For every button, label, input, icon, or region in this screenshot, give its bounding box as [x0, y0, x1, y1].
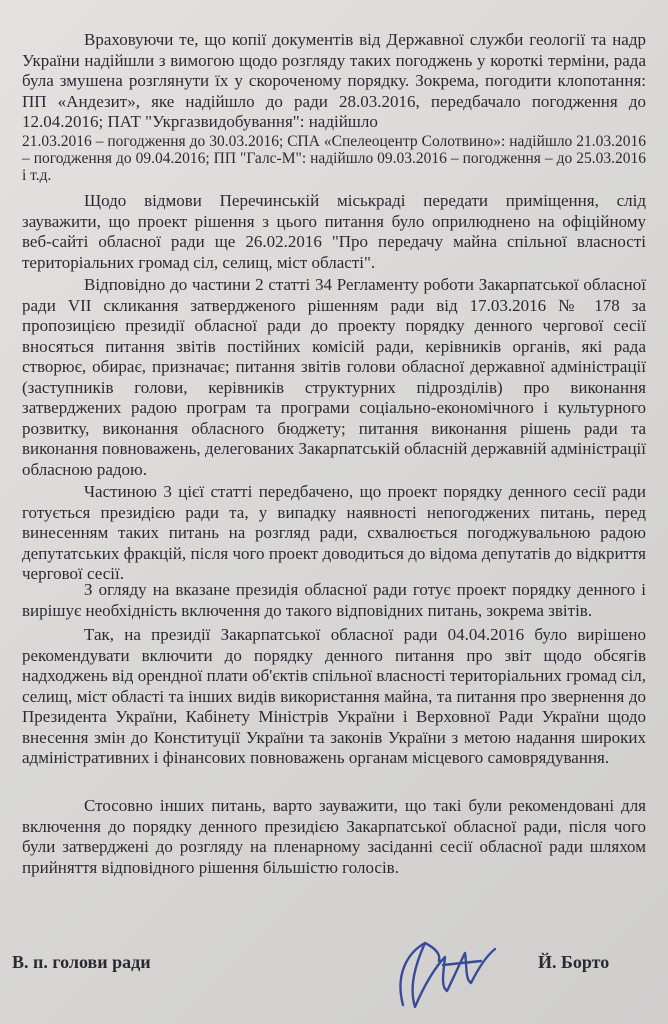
- paragraph-2: Щодо відмови Перечинській міськраді передати приміщення, слід зауважити, що проект рішення з цього питання було оприлюднено на офіційному веб-сайті обласної ради ще 26.02.2016 "Про передачу майна спільної власності територіальних громад сіл, селищ, міст області".: [22, 191, 646, 272]
- signatory-position: В. п. голови ради: [12, 952, 151, 972]
- paragraph-5: З огляду на вказане президія обласної ради готує проект порядку денного і вирішує необхідність включення до такого відповідних питань, зокрема звітів.: [22, 580, 646, 620]
- handwritten-signature: [385, 935, 505, 1015]
- paragraph-4: Частиною 3 цієї статті передбачено, що проект порядку денного сесії ради готується президією ради та, у випадку наявності непогоджених питань, перед винесенням таких питань на розгляд ради, схвалюється погоджувальною радою депутатських фракцій, після чого проект доводиться до відома депутатів до відкриття чергової сесії.: [22, 482, 646, 583]
- paragraph-6: Так, на президії Закарпатської обласної ради 04.04.2016 було вирішено рекомендувати включити до порядку денного питання про звіт щодо обсягів надходжень від орендної плати об'єктів спільної власності територіальних громад сіл, селищ, міст області та інших видів використання майна, та питання про звернення до Президента України, Кабінету Міністрів України і Верховної Ради України щодо внесення змін до Конституції України та законів України з метою надання широких адміністративних і фінансових повноважень органам місцевого самоврядування.: [22, 625, 646, 767]
- paragraph-1-continued: 21.03.2016 – погодження до 30.03.2016; СПА «Спелеоцентр Солотвино»: надійшло 21.03.2016 – погодження до 09.04.2016; ПП "Галс-М": надійшло 09.03.2016 – погодження – до 25.03.2016 і т.д.: [22, 133, 646, 184]
- paragraph-3: Відповідно до частини 2 статті 34 Регламенту роботи Закарпатської обласної ради VII скликання затвердженого рішенням ради від 17.03.2016 № 178 за пропозицією президії обласної ради до проекту порядку денного чергової сесії вносяться питання звітів постійних комісій ради, керівників органів, які рада створює, обирає, призначає; питання звітів голови обласної державної адміністрації (заступників голови, керівників структурних підрозділів) про виконання затверджених радою програм та програми соціально-економічного і культурного розвитку, виконання обласного бюджету; питання виконання рішень ради та виконання повноважень, делегованих Закарпатській обласній державній адміністрації обласною радою.: [22, 275, 646, 479]
- paragraph-1: Враховуючи те, що копії документів від Державної служби геології та надр України надійшли з вимогою щодо розгляду таких погоджень у короткі терміни, рада була змушена розглянути їх у скороченому порядку. Зокрема, погодити клопотання: ПП «Андезит», яке надійшло до ради 28.03.2016, передбачало погодження до 12.04.2016; ПАТ "Укргазвидобування": надійшло: [22, 30, 646, 131]
- signatory-name: Й. Борто: [538, 952, 610, 972]
- paragraph-7: Стосовно інших питань, варто зауважити, що такі були рекомендовані для включення до порядку денного президією Закарпатської обласної ради, після чого були затверджені до розгляду на пленарному засіданні сесії обласної ради шляхом прийняття відповідного рішення більшістю голосів.: [22, 796, 646, 877]
